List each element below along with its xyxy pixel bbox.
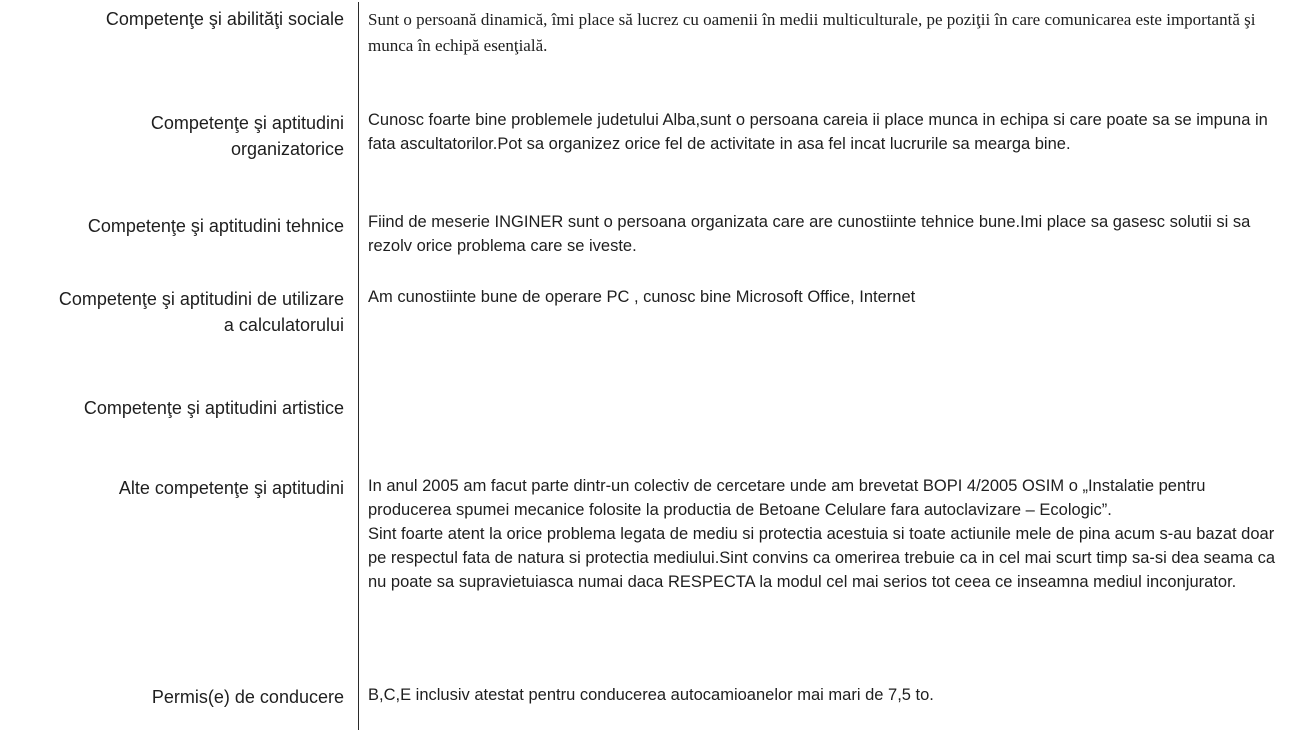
value-driving-license — [368, 683, 1280, 707]
value-computer-skills-text: Am cunostiinte bune de operare PC , cunosc bine Microsoft Office, Internet — [368, 288, 916, 306]
label-social-skills: Competenţe şi abilităţi sociale — [105, 9, 344, 29]
label-organizational-skills: Competenţe şi aptitudini organizatorice — [150, 113, 344, 159]
value-computer-skills — [368, 285, 1280, 309]
value-organizational-skills-text: Cunosc foarte bine problemele judetului Alba,sunt o persoana careia ii place munca in echipa si care poate sa se impuna in fata ascultatorilor.Pot sa organizez orice fel de activitate in asa fel incat lucrurile sa mearga bine. — [368, 111, 1268, 153]
label-driving-license: Permis(e) de conducere — [151, 687, 344, 707]
value-other-skills — [368, 474, 1280, 594]
value-technical-skills-text: Fiind de meserie INGINER sunt o persoana organizata care are cunostiinte tehnice bune.Imi place sa gasesc solutii si sa rezolv orice problema care se iveste. — [368, 213, 1251, 255]
value-organizational-skills — [368, 108, 1280, 156]
label-artistic-skills: Competenţe şi aptitudini artistice — [83, 398, 344, 418]
label-computer-skills: Competenţe şi aptitudini de utilizare a calculatorului — [58, 289, 344, 335]
value-other-skills-paragraph-1: In anul 2005 am facut parte dintr-un colectiv de cercetare unde am brevetat BOPI 4/2005 OSIM o „Instalatie pentru producerea spumei mecanice folosite la productia de Betoane Celulare fara autoclavizare – Ecologic”. — [368, 477, 1206, 519]
label-technical-skills: Competenţe şi aptitudini tehnice — [87, 216, 344, 236]
value-driving-license-text: B,C,E inclusiv atestat pentru conducerea autocamioanelor mai mari de 7,5 to. — [368, 686, 934, 704]
column-divider — [358, 2, 359, 730]
value-social-skills — [368, 7, 1280, 59]
value-social-skills-text: Sunt o persoană dinamică, îmi place să lucrez cu oamenii în medii multiculturale, pe poziţii în care comunicarea este importantă şi munca în echipă esenţială. — [368, 10, 1256, 55]
label-other-skills: Alte competenţe şi aptitudini — [118, 478, 344, 498]
value-technical-skills — [368, 210, 1280, 258]
value-other-skills-paragraph-2: Sint foarte atent la orice problema legata de mediu si protectia acestuia si toate actiunile mele de pina acum s-au bazat doar pe respectul fata de natura si protectia mediului.Sint convins ca omerirea trebuie ca in cel mai scurt timp sa-si dea seama ca nu poate sa supravietuiasca numai daca RESPECTA la modul cel mai serios tot ceea ce inseamna mediul inconjurator. — [368, 525, 1276, 591]
